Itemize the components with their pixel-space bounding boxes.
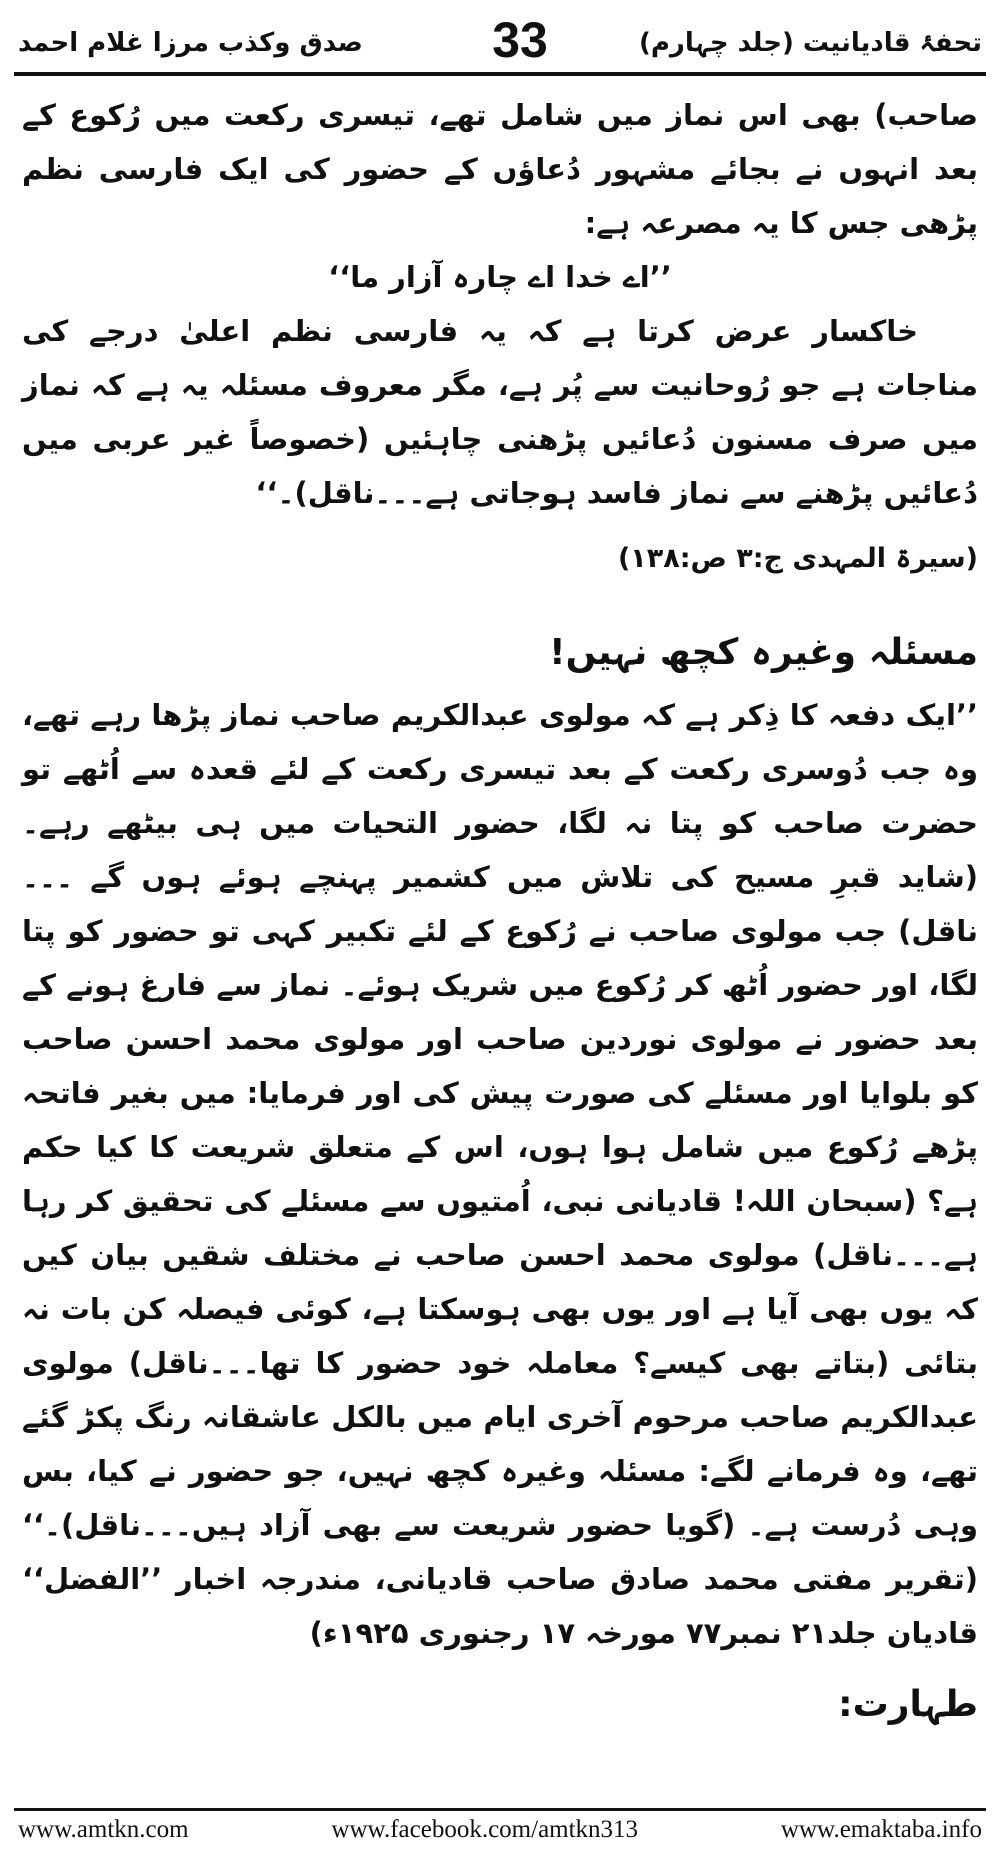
header-divider	[14, 72, 986, 76]
citation-1: (سیرۃ المہدی ج:۳ ص:۱۳۸)	[617, 543, 978, 574]
footer-link-emaktaba[interactable]: www.emaktaba.info	[780, 1816, 982, 1843]
paragraph-1: صاحب) بھی اس نماز میں شامل تھے، تیسری رکعت میں رُکوع کے بعد انہوں نے بجائے مشہور دُعاؤں کے حضور کی ایک فارسی نظم پڑھی جس کا یہ مصرعہ ہے:	[22, 98, 978, 240]
page-footer	[18, 1814, 982, 1846]
chapter-title-text: صدق وکذب مرزا غلام احمد	[18, 28, 363, 58]
book-title-text: تحفۂ قادیانیت (جلد چہارم)	[638, 28, 982, 58]
paragraph-2: خاکسار عرض کرتا ہے کہ یہ فارسی نظم اعلیٰ درجے کی مناجات ہے جو رُوحانیت سے پُر ہے، مگر معروف مسئلہ یہ ہے کہ نماز میں صرف مسنون دُعائیں پڑھنی چاہئیں (خصوصاً غیر عربی میں دُعائیں پڑھنے سے نماز فاسد ہوجاتی ہے۔۔۔ناقل)۔‘‘	[22, 314, 978, 510]
page-header	[18, 14, 982, 66]
verse-line: ’’اے خدا اے چارہ آزار ما‘‘	[328, 260, 672, 294]
chapter-title	[18, 28, 363, 58]
section-heading-1: مسئلہ وغیرہ کچھ نہیں!	[549, 632, 978, 673]
section-heading-2: طہارت:	[838, 1684, 978, 1725]
paragraph-3: ’’ایک دفعہ کا ذِکر ہے کہ مولوی عبدالکریم صاحب نماز پڑھا رہے تھے، وہ جب دُوسری رکعت کے بعد تیسری رکعت کے لئے قعدہ سے اُٹھے تو حضرت صاحب کو پتا نہ لگا، حضور التحیات میں ہی بیٹھے رہے۔ (شاید قبرِ مسیح کی تلاش میں کشمیر پہنچے ہوئے ہوں گے ۔۔۔ناقل) جب مولوی صاحب نے رُکوع کے لئے تکبیر کہی تو حضور کو پتا لگا، اور حضور اُٹھ کر رُکوع میں شریک ہوئے۔ نماز سے فارغ ہونے کے بعد حضور نے مولوی نوردین صاحب اور مولوی محمد احسن صاحب کو بلوایا اور مسئلے کی صورت پیش کی اور فرمایا: میں بغیر فاتحہ پڑھے رُکوع میں شامل ہوا ہوں، اس کے متعلق شریعت کا کیا حکم ہے؟ (سبحان اللہ! قادیانی نبی، اُمتیوں سے مسئلے کی تحقیق کر رہا ہے۔۔۔ناقل) مولوی محمد احسن صاحب نے مختلف شقیں بیان کیں کہ یوں بھی آیا ہے اور یوں بھی ہوسکتا ہے، کوئی فیصلہ کن بات نہ بتائی (بتاتے بھی کیسے؟ معاملہ خود حضور کا تھا۔۔۔ناقل) مولوی عبدالکریم صاحب مرحوم آخری ایام میں بالکل عاشقانہ رنگ پکڑ گئے تھے، وہ فرمانے لگے: مسئلہ وغیرہ کچھ نہیں، جو حضور نے کیا، بس وہی دُرست ہے۔ (گویا حضور شریعت سے بھی آزاد ہیں۔۔۔ناقل)۔‘‘ (تقریر مفتی محمد صادق صاحب قادیانی، مندرجہ اخبار ’’الفضل‘‘ قادیان جلد۲۱ نمبر۷۷ مورخہ ۱۷ رجنوری ۱۹۲۵ء)	[22, 698, 978, 1650]
page-number: 33	[492, 12, 548, 68]
footer-link-amtkn[interactable]: www.amtkn.com	[18, 1816, 189, 1843]
page-content	[22, 88, 978, 1732]
footer-link-facebook[interactable]: www.facebook.com/amtkn313	[331, 1816, 639, 1843]
footer-divider	[14, 1808, 986, 1811]
